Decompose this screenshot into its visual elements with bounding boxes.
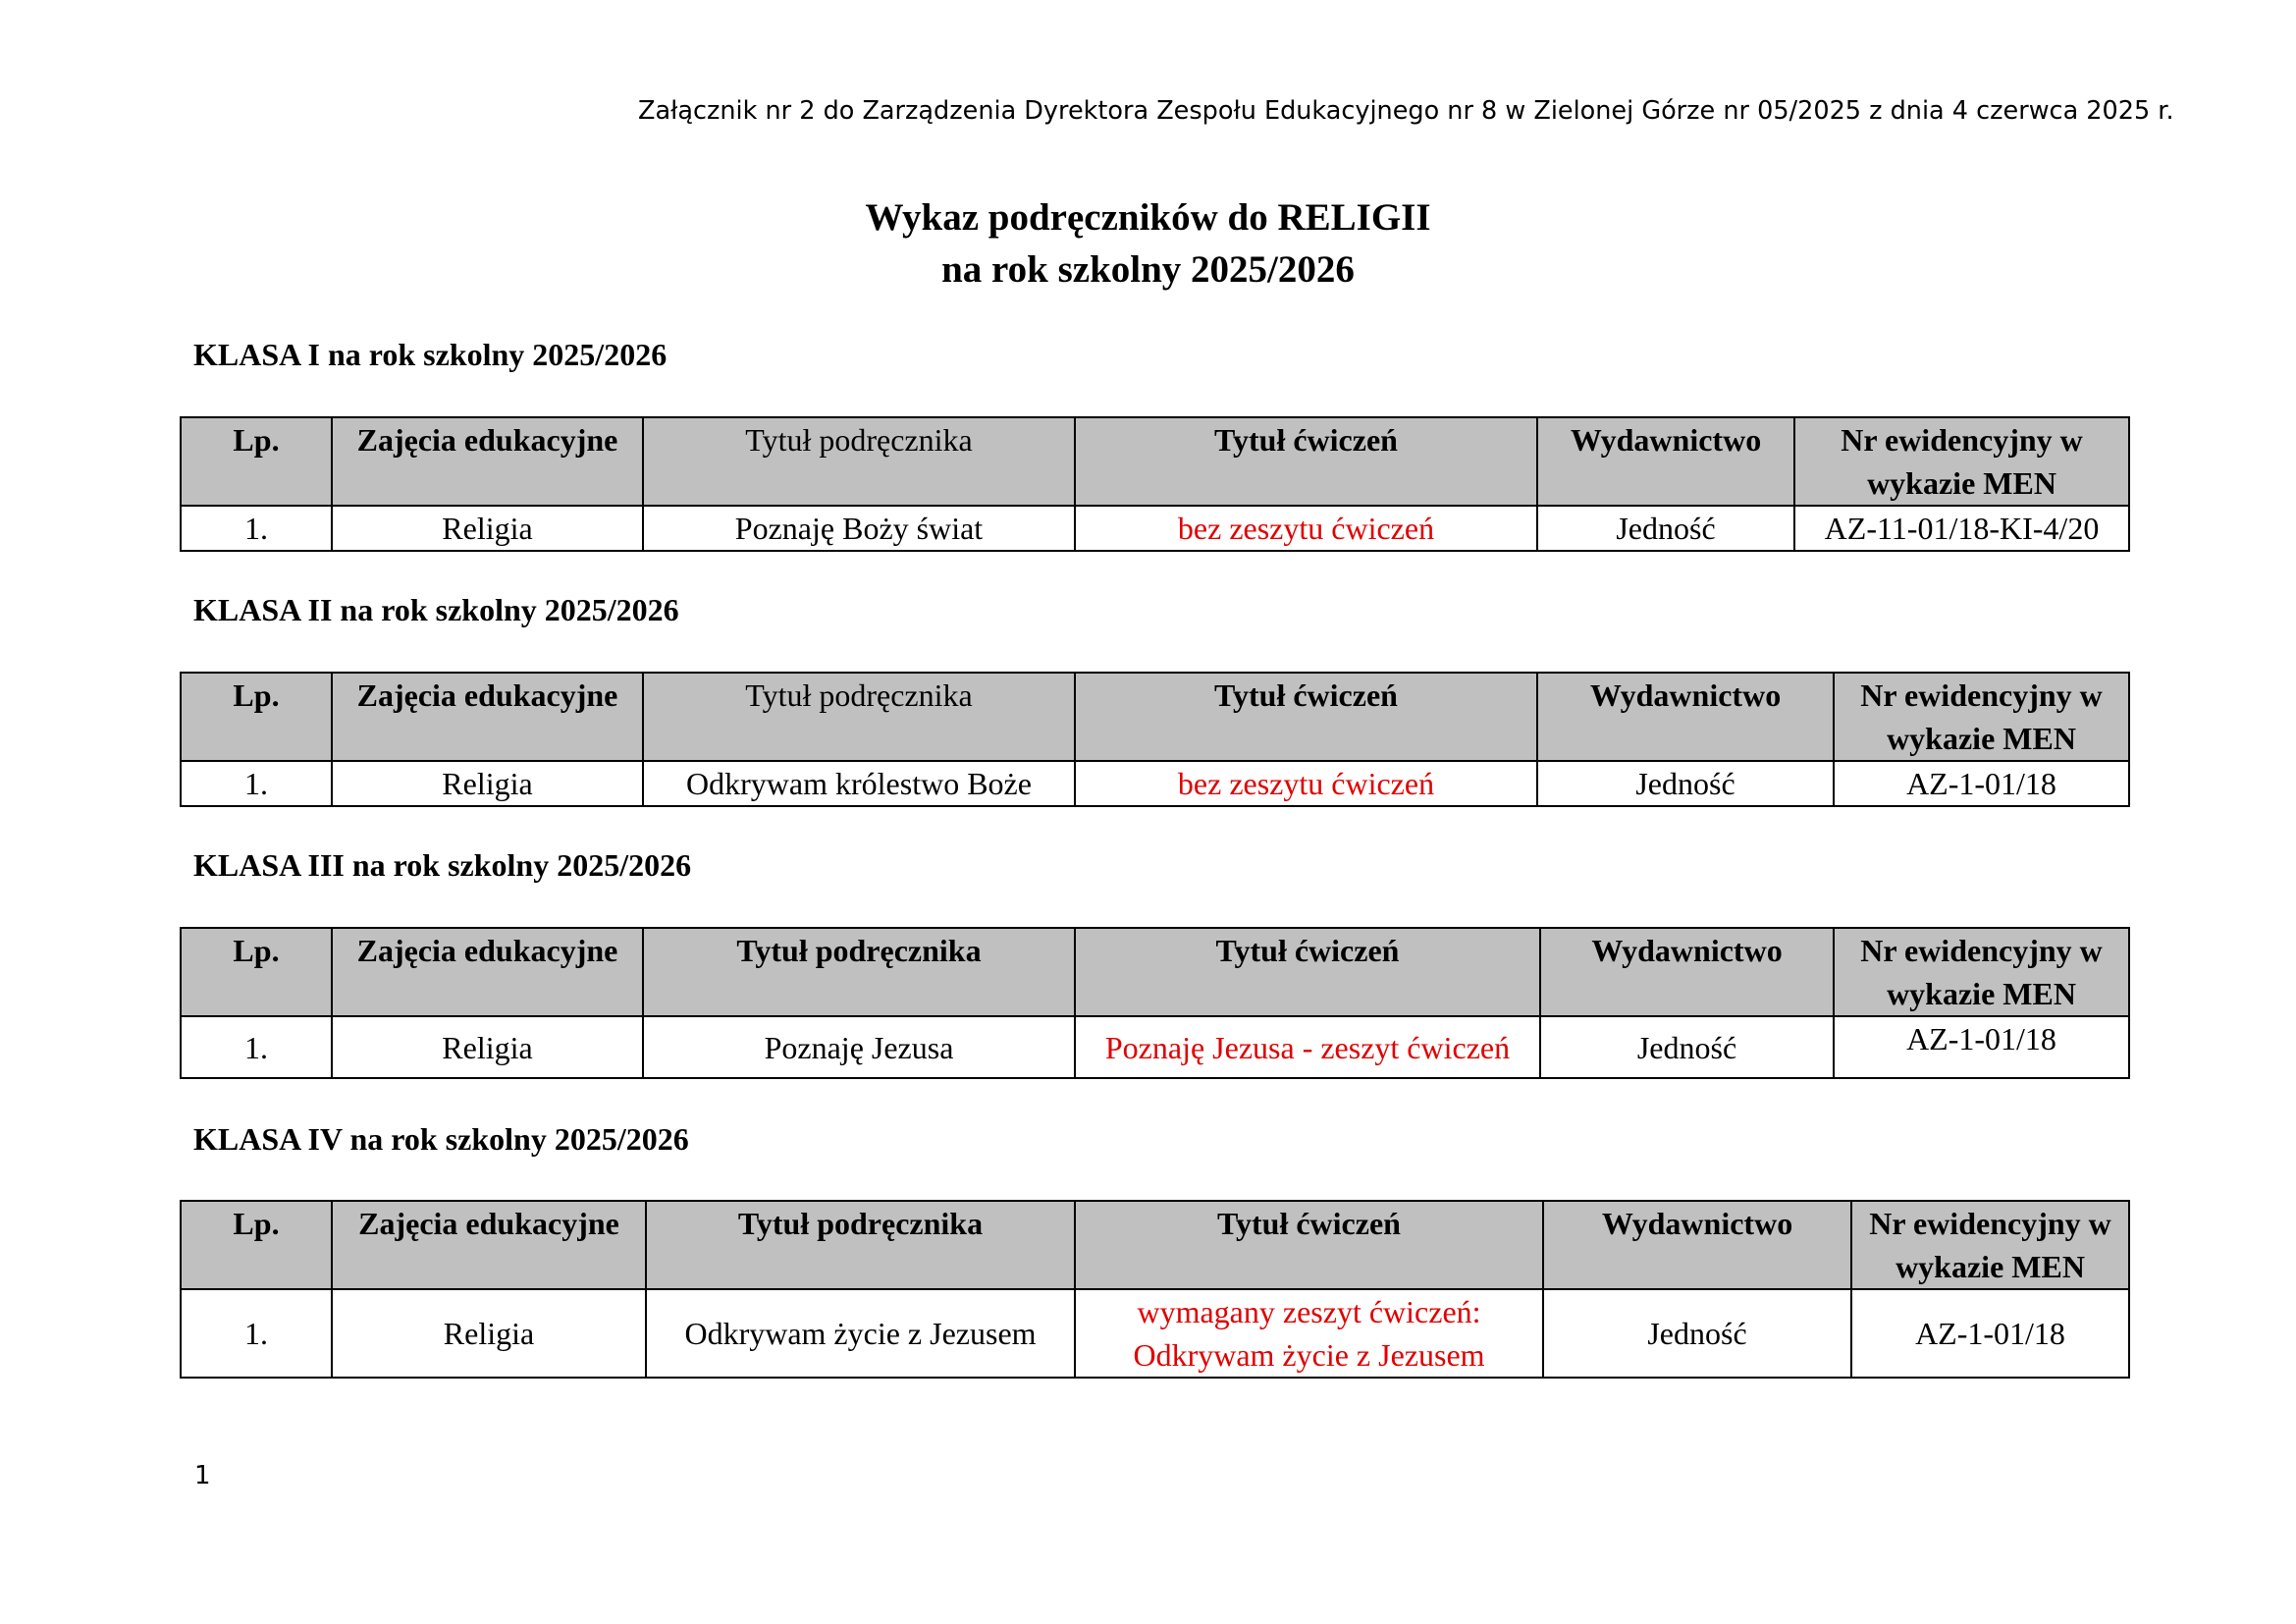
cell-exercises: Poznaję Jezusa - zeszyt ćwiczeń bbox=[1075, 1016, 1540, 1078]
cell-lp: 1. bbox=[181, 1289, 332, 1378]
table-row bbox=[181, 1289, 2129, 1378]
table-row bbox=[181, 761, 2129, 806]
header-textbook: Tytuł podręcznika bbox=[643, 673, 1075, 761]
header-subject: Zajęcia edukacyjne bbox=[332, 1201, 646, 1289]
header-subject: Zajęcia edukacyjne bbox=[332, 928, 643, 1016]
cell-number: AZ-1-01/18 bbox=[1851, 1289, 2129, 1378]
header-number: Nr ewidencyjny w wykazie MEN bbox=[1834, 928, 2129, 1016]
header-number: Nr ewidencyjny w wykazie MEN bbox=[1794, 417, 2129, 506]
header-exercises: Tytuł ćwiczeń bbox=[1075, 928, 1540, 1016]
textbook-table-klasa-2 bbox=[180, 672, 2130, 807]
cell-lp: 1. bbox=[181, 506, 332, 551]
cell-number: AZ-1-01/18 bbox=[1834, 1016, 2129, 1078]
header-exercises: Tytuł ćwiczeń bbox=[1075, 417, 1537, 506]
section-heading-klasa-2: KLASA II na rok szkolny 2025/2026 bbox=[193, 592, 679, 627]
header-lp: Lp. bbox=[181, 417, 332, 506]
page-title bbox=[0, 191, 2296, 296]
annex-header: Załącznik nr 2 do Zarządzenia Dyrektora Zespołu Edukacyjnego nr 8 w Zielonej Górze nr 05/2025 z dnia 4 czerwca 2025 r. bbox=[638, 96, 2174, 126]
header-exercises: Tytuł ćwiczeń bbox=[1075, 1201, 1543, 1289]
exercises-line-1: wymagany zeszyt ćwiczeń: bbox=[1137, 1294, 1481, 1329]
cell-lp: 1. bbox=[181, 1016, 332, 1078]
textbook-table-klasa-3 bbox=[180, 927, 2130, 1079]
header-publisher: Wydawnictwo bbox=[1543, 1201, 1851, 1289]
cell-subject: Religia bbox=[332, 761, 643, 806]
header-lp: Lp. bbox=[181, 673, 332, 761]
title-line-2: na rok szkolny 2025/2026 bbox=[941, 248, 1355, 291]
cell-exercises: bez zeszytu ćwiczeń bbox=[1075, 761, 1537, 806]
cell-exercises bbox=[1075, 1289, 1543, 1378]
header-number: Nr ewidencyjny w wykazie MEN bbox=[1834, 673, 2129, 761]
table-row bbox=[181, 506, 2129, 551]
cell-exercises: bez zeszytu ćwiczeń bbox=[1075, 506, 1537, 551]
header-textbook: Tytuł podręcznika bbox=[643, 417, 1075, 506]
header-lp: Lp. bbox=[181, 928, 332, 1016]
cell-textbook: Odkrywam życie z Jezusem bbox=[646, 1289, 1075, 1378]
cell-lp: 1. bbox=[181, 761, 332, 806]
section-heading-klasa-1: KLASA I na rok szkolny 2025/2026 bbox=[193, 337, 667, 372]
header-textbook: Tytuł podręcznika bbox=[646, 1201, 1075, 1289]
cell-subject: Religia bbox=[332, 1016, 643, 1078]
section-heading-klasa-4: KLASA IV na rok szkolny 2025/2026 bbox=[193, 1121, 689, 1157]
header-publisher: Wydawnictwo bbox=[1537, 417, 1794, 506]
title-line-1: Wykaz podręczników do RELIGII bbox=[865, 196, 1431, 239]
cell-publisher: Jedność bbox=[1537, 761, 1834, 806]
cell-publisher: Jedność bbox=[1540, 1016, 1834, 1078]
header-subject: Zajęcia edukacyjne bbox=[332, 417, 643, 506]
cell-subject: Religia bbox=[332, 506, 643, 551]
cell-publisher: Jedność bbox=[1543, 1289, 1851, 1378]
header-lp: Lp. bbox=[181, 1201, 332, 1289]
cell-publisher: Jedność bbox=[1537, 506, 1794, 551]
page-number: 1 bbox=[194, 1461, 211, 1490]
cell-textbook: Poznaję Jezusa bbox=[643, 1016, 1075, 1078]
table-row bbox=[181, 1016, 2129, 1078]
section-heading-klasa-3: KLASA III na rok szkolny 2025/2026 bbox=[193, 847, 692, 883]
textbook-table-klasa-4 bbox=[180, 1200, 2130, 1379]
cell-subject: Religia bbox=[332, 1289, 646, 1378]
textbook-table-klasa-1 bbox=[180, 416, 2130, 552]
header-number: Nr ewidencyjny w wykazie MEN bbox=[1851, 1201, 2129, 1289]
table-header-row bbox=[181, 673, 2129, 761]
header-publisher: Wydawnictwo bbox=[1540, 928, 1834, 1016]
cell-number: AZ-11-01/18-KI-4/20 bbox=[1794, 506, 2129, 551]
header-exercises: Tytuł ćwiczeń bbox=[1075, 673, 1537, 761]
header-textbook: Tytuł podręcznika bbox=[643, 928, 1075, 1016]
table-header-row bbox=[181, 1201, 2129, 1289]
table-header-row bbox=[181, 417, 2129, 506]
header-publisher: Wydawnictwo bbox=[1537, 673, 1834, 761]
cell-number: AZ-1-01/18 bbox=[1834, 761, 2129, 806]
exercises-line-2: Odkrywam życie z Jezusem bbox=[1133, 1337, 1485, 1373]
header-subject: Zajęcia edukacyjne bbox=[332, 673, 643, 761]
cell-textbook: Odkrywam królestwo Boże bbox=[643, 761, 1075, 806]
cell-textbook: Poznaję Boży świat bbox=[643, 506, 1075, 551]
table-header-row bbox=[181, 928, 2129, 1016]
